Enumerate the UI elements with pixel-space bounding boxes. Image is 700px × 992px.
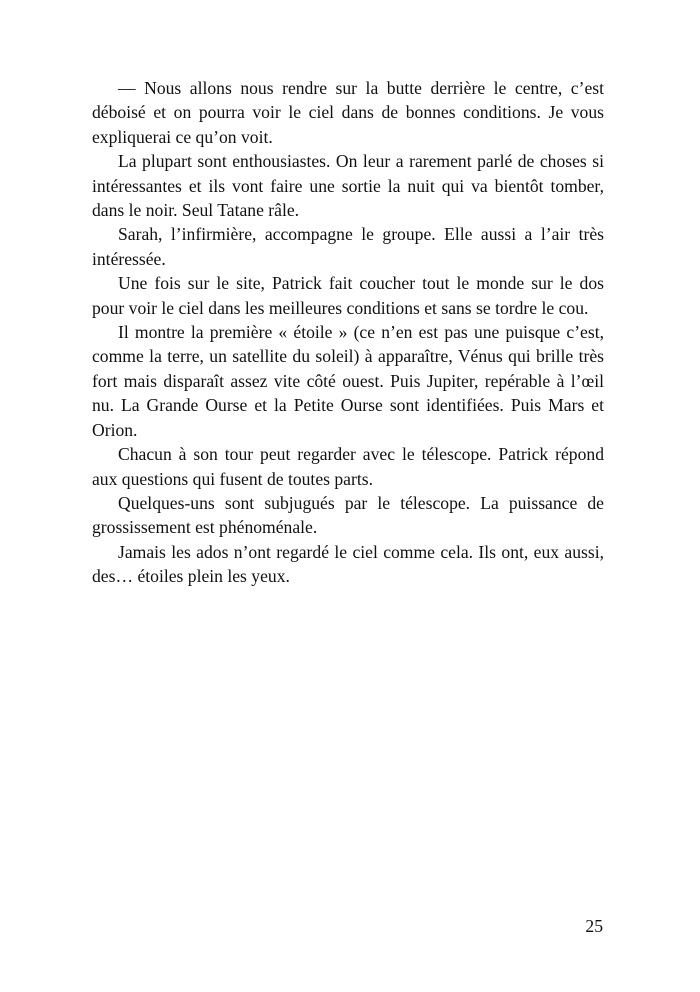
- paragraph-7: Quelques-uns sont subjugués par le télescope. La puissance de grossissement est phénoménale.: [92, 492, 604, 538]
- paragraph-8: Jamais les ados n’ont regardé le ciel comme cela. Ils ont, eux aussi, des… étoiles plein les yeux.: [92, 541, 604, 587]
- paragraph-5: Il montre la première « étoile » (ce n’en est pas une puisque c’est, comme la terre, un satellite du soleil) à apparaître, Vénus qui brille très fort mais disparaît assez vite côté ouest. Puis Jupiter, repérable à l’œil nu. La Grande Ourse et la Petite Ourse sont identifiées. Puis Mars et Orion.: [92, 322, 604, 440]
- body-text: [92, 76, 604, 589]
- page-number: 25: [585, 916, 603, 936]
- paragraph-4: Une fois sur le site, Patrick fait coucher tout le monde sur le dos pour voir le ciel dans les meilleures conditions et sans se tordre le cou.: [92, 273, 604, 318]
- paragraph-2: La plupart sont enthousiastes. On leur a rarement parlé de choses si intéressantes et ils vont faire une sortie la nuit qui va bientôt tomber, dans le noir. Seul Tatane râle.: [92, 151, 604, 221]
- paragraph-3: Sarah, l’infirmière, accompagne le groupe. Elle aussi a l’air très intéressée.: [92, 224, 604, 269]
- paragraph-1: — Nous allons nous rendre sur la butte derrière le centre, c’est déboisé et on pourra voir le ciel dans de bonnes conditions. Je vous expliquerai ce qu’on voit.: [92, 78, 604, 147]
- paragraph-6: Chacun à son tour peut regarder avec le télescope. Patrick répond aux questions qui fusent de toutes parts.: [92, 444, 604, 489]
